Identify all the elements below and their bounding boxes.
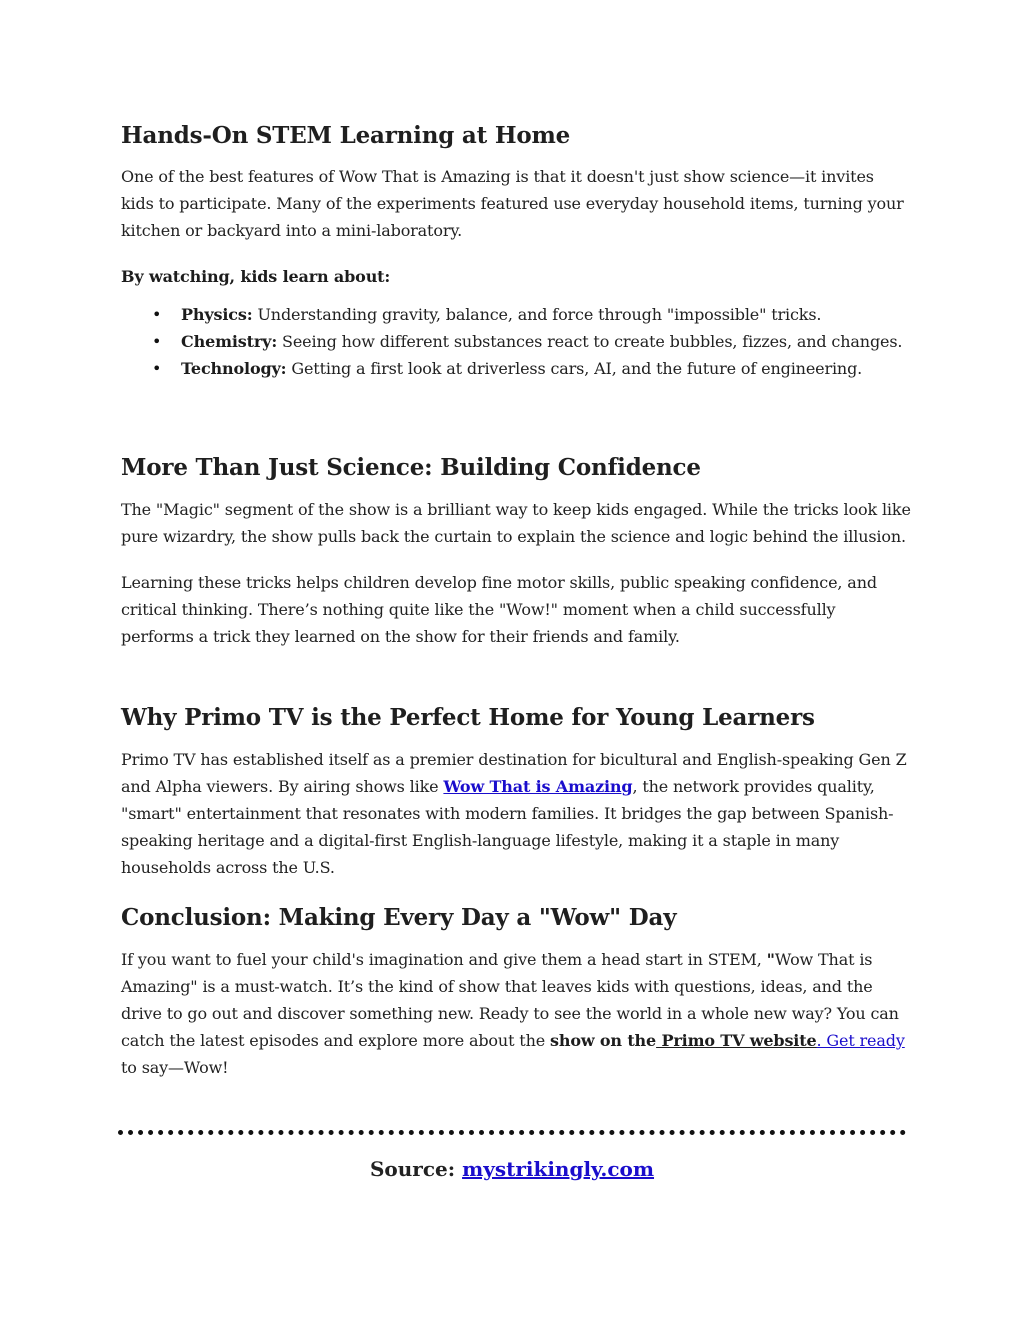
section-stem-learning <box>121 121 911 382</box>
get-ready-link[interactable]: . Get ready <box>816 1031 905 1050</box>
paragraph-text: to say—Wow! <box>121 1058 229 1077</box>
section-primo-tv <box>121 703 911 881</box>
paragraph-text: Primo TV has established itself as a premier destination for bicultural and English-speaking Gen Z and Alpha viewers. By airing shows like <box>121 750 907 796</box>
quote-mark: " <box>766 950 775 969</box>
source-line <box>0 1157 1024 1181</box>
source-label: Source: <box>369 1157 463 1181</box>
dotted-divider <box>118 1130 906 1135</box>
list-item-term: Technology: <box>181 359 287 378</box>
paragraph: One of the best features of Wow That is Amazing is that it doesn't just show science—it invites kids to participate. Many of the experiments featured use everyday household items, turning your kitchen or backyard into a mini-laboratory. <box>121 167 904 240</box>
list-item-term: Chemistry: <box>181 332 278 351</box>
paragraph-text: Wow That is Amazing" is a must-watch. It’s the kind of show that leaves kids with questions, ideas, and the drive to go out and discover something new. Ready to see the world in a whole new way? You can catch the latest episodes and explore more about the <box>121 950 899 1050</box>
wow-that-is-amazing-link[interactable]: Wow That is Amazing <box>443 777 633 796</box>
section-heading: More Than Just Science: Building Confidence <box>121 454 701 481</box>
topic-list <box>121 301 911 382</box>
list-item <box>181 355 911 382</box>
list-item-term: Physics: <box>181 305 253 324</box>
list-intro: By watching, kids learn about: <box>121 267 391 286</box>
section-building-confidence <box>121 453 911 650</box>
primo-tv-website-link[interactable]: Primo TV website <box>656 1031 817 1050</box>
section-heading: Hands-On STEM Learning at Home <box>121 122 571 149</box>
list-item <box>181 301 911 328</box>
paragraph-text: , the network provides quality, "smart" entertainment that resonates with modern families. It bridges the gap between Spanish-speaking heritage and a digital-first English-language lifestyle, making it a staple in many households across the U.S. <box>121 777 894 877</box>
bold-text: show on the <box>549 1031 657 1050</box>
section-conclusion <box>121 903 911 1081</box>
list-item <box>181 328 911 355</box>
section-heading: Conclusion: Making Every Day a "Wow" Day <box>121 904 677 931</box>
list-item-text: Understanding gravity, balance, and force through "impossible" tricks. <box>252 305 822 324</box>
source-link[interactable]: mystrikingly.com <box>462 1157 655 1181</box>
paragraph: The "Magic" segment of the show is a brilliant way to keep kids engaged. While the tricks look like pure wizardry, the show pulls back the curtain to explain the science and logic behind the illusion. <box>121 500 911 546</box>
paragraph <box>121 946 911 1081</box>
list-item-text: Seeing how different substances react to create bubbles, fizzes, and changes. <box>277 332 903 351</box>
list-item-text: Getting a first look at driverless cars, AI, and the future of engineering. <box>286 359 863 378</box>
paragraph-text: If you want to fuel your child's imagination and give them a head start in STEM, <box>121 950 767 969</box>
paragraph: Learning these tricks helps children develop fine motor skills, public speaking confidence, and critical thinking. There’s nothing quite like the "Wow!" moment when a child successfully performs a trick they learned on the show for their friends and family. <box>121 573 877 646</box>
paragraph <box>121 746 911 881</box>
section-heading: Why Primo TV is the Perfect Home for Young Learners <box>121 704 815 731</box>
